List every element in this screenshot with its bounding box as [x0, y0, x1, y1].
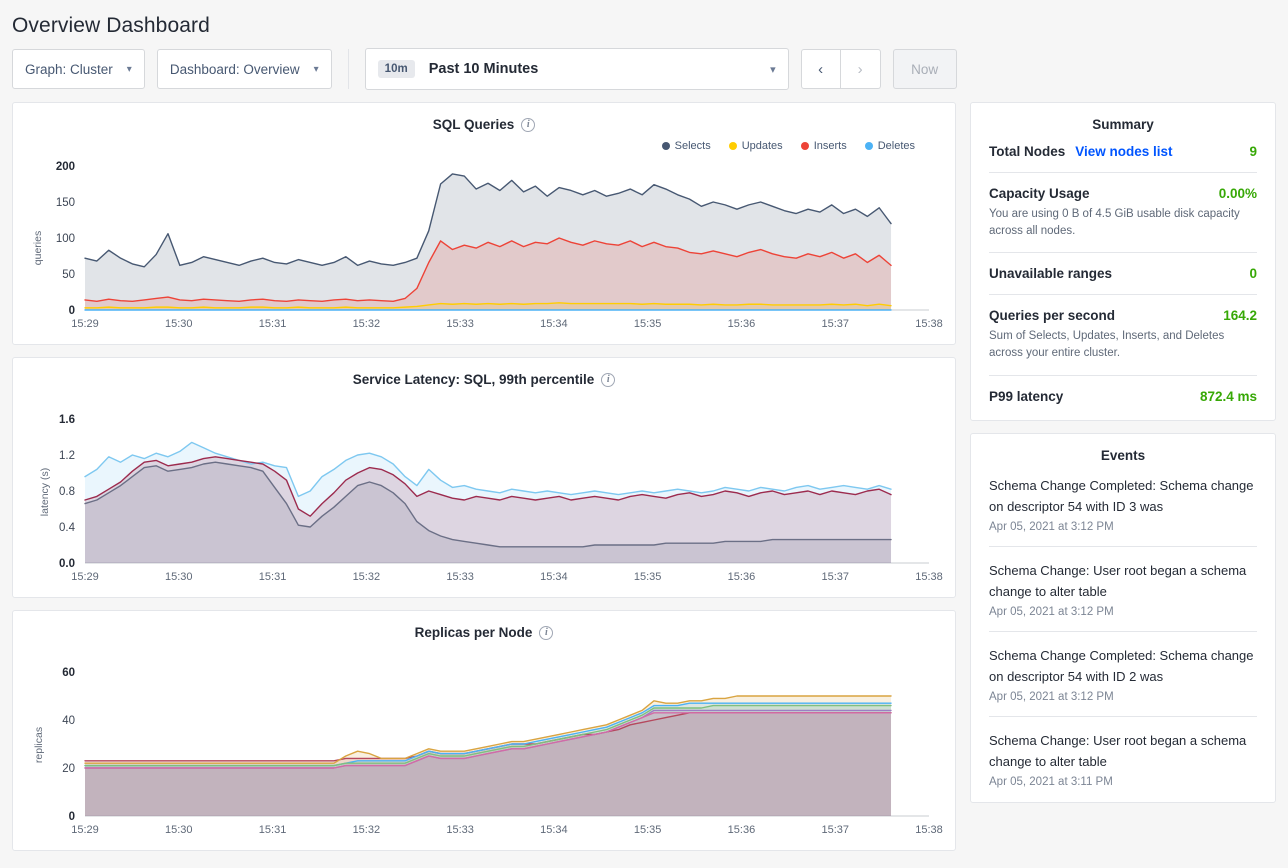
- dashboard-select-label: Dashboard: Overview: [169, 61, 300, 77]
- time-range-badge: 10m: [378, 60, 415, 78]
- legend-item-inserts[interactable]: Inserts: [801, 140, 847, 152]
- svg-text:200: 200: [55, 161, 75, 173]
- legend-swatch-icon: [662, 142, 670, 150]
- svg-text:15:30: 15:30: [165, 824, 193, 836]
- svg-text:15:35: 15:35: [633, 318, 662, 330]
- charts-column: [12, 102, 956, 863]
- svg-text:15:31: 15:31: [258, 824, 287, 836]
- svg-text:60: 60: [62, 667, 75, 679]
- svg-text:0: 0: [68, 305, 75, 317]
- chevron-down-icon: ▾: [126, 63, 132, 75]
- summary-label: P99 latency: [989, 388, 1064, 404]
- svg-text:1.2: 1.2: [59, 450, 75, 462]
- legend-item-selects[interactable]: Selects: [662, 140, 711, 152]
- info-icon[interactable]: i: [601, 373, 615, 387]
- time-nav-group: [801, 49, 881, 89]
- event-text: Schema Change: User root began a schema change to alter table: [989, 732, 1247, 770]
- event-timestamp: Apr 05, 2021 at 3:12 PM: [989, 690, 1114, 703]
- svg-text:15:38: 15:38: [915, 318, 943, 330]
- event-text: Schema Change Completed: Schema change on descriptor 54 with ID 3 was: [989, 477, 1254, 514]
- svg-text:15:35: 15:35: [633, 824, 662, 836]
- svg-text:15:34: 15:34: [540, 318, 568, 330]
- chart-legend-sql-queries: [13, 132, 955, 152]
- chart-card-sql-queries: [12, 102, 956, 345]
- svg-text:150: 150: [55, 197, 75, 209]
- divider: [989, 546, 1257, 547]
- summary-description: Sum of Selects, Updates, Inserts, and Deletes across your entire cluster.: [989, 330, 1225, 360]
- svg-text:15:37: 15:37: [821, 571, 849, 583]
- chart-card-service-latency: [12, 357, 956, 598]
- summary-description: You are using 0 B of 4.5 GiB usable disk capacity across all nodes.: [989, 208, 1240, 237]
- svg-text:0.8: 0.8: [59, 486, 75, 498]
- svg-text:15:31: 15:31: [258, 571, 287, 583]
- svg-text:15:29: 15:29: [71, 571, 99, 583]
- legend-swatch-icon: [865, 142, 873, 150]
- divider: [989, 172, 1257, 173]
- graph-select-label: Graph: Cluster: [25, 61, 113, 77]
- graph-select[interactable]: [12, 49, 145, 89]
- chevron-down-icon: ▾: [313, 63, 319, 75]
- divider: [989, 631, 1257, 632]
- svg-text:15:29: 15:29: [71, 318, 99, 330]
- summary-label: Capacity Usage: [989, 186, 1090, 201]
- svg-text:15:36: 15:36: [727, 824, 756, 836]
- svg-text:15:37: 15:37: [821, 824, 849, 836]
- svg-text:15:33: 15:33: [446, 824, 474, 836]
- summary-label: Unavailable ranges: [989, 266, 1113, 282]
- legend-swatch-icon: [801, 142, 809, 150]
- legend-item-updates[interactable]: Updates: [729, 140, 783, 152]
- svg-text:0.4: 0.4: [59, 522, 75, 534]
- chart-svg-sql-queries: [23, 156, 947, 336]
- events-panel: [970, 433, 1276, 803]
- svg-text:15:32: 15:32: [352, 571, 381, 583]
- summary-panel: [970, 102, 1276, 421]
- toolbar-divider: [348, 49, 349, 89]
- svg-text:15:32: 15:32: [352, 318, 381, 330]
- svg-text:15:37: 15:37: [821, 318, 849, 330]
- chart-ylabel-service-latency: latency (s): [39, 467, 52, 517]
- chart-title-service-latency: Service Latency: SQL, 99th percentile i: [13, 358, 955, 387]
- svg-text:15:34: 15:34: [540, 571, 568, 583]
- info-icon[interactable]: i: [521, 118, 535, 132]
- svg-text:15:32: 15:32: [352, 824, 381, 836]
- svg-text:15:38: 15:38: [915, 571, 943, 583]
- divider: [989, 375, 1257, 376]
- legend-item-deletes[interactable]: Deletes: [865, 140, 915, 152]
- summary-value: 9: [1249, 144, 1257, 159]
- summary-value: 0.00%: [1218, 186, 1257, 201]
- svg-text:1.6: 1.6: [59, 414, 75, 426]
- previous-range-button[interactable]: ‹: [801, 49, 841, 89]
- svg-text:15:34: 15:34: [540, 824, 568, 836]
- summary-row-queries-per-second: [971, 308, 1275, 361]
- chevron-down-icon: ▾: [770, 63, 776, 76]
- summary-value: 0: [1249, 266, 1257, 282]
- chart-svg-service-latency: [23, 409, 947, 589]
- summary-title: Summary: [1092, 117, 1154, 132]
- svg-text:15:31: 15:31: [258, 318, 287, 330]
- summary-row-p99-latency: [971, 389, 1275, 420]
- svg-text:15:30: 15:30: [165, 318, 193, 330]
- divider: [989, 252, 1257, 253]
- summary-row-total-nodes: [971, 144, 1275, 159]
- chart-plot-sql-queries: [13, 152, 955, 344]
- sidebar-column: [970, 102, 1276, 815]
- svg-text:15:35: 15:35: [633, 571, 662, 583]
- event-timestamp: Apr 05, 2021 at 3:12 PM: [989, 605, 1114, 618]
- chart-ylabel-sql-queries: queries: [32, 230, 45, 266]
- summary-value: 164.2: [1223, 308, 1257, 324]
- chart-title-sql-queries: SQL Queries i: [13, 103, 955, 132]
- chart-card-replicas-per-node: [12, 610, 956, 851]
- svg-text:15:30: 15:30: [165, 571, 193, 583]
- svg-text:15:38: 15:38: [915, 824, 943, 836]
- page-title: Overview Dashboard: [12, 14, 210, 37]
- svg-text:15:33: 15:33: [446, 571, 474, 583]
- svg-text:15:36: 15:36: [727, 571, 756, 583]
- next-range-button[interactable]: ›: [841, 49, 881, 89]
- event-timestamp: Apr 05, 2021 at 3:11 PM: [989, 776, 1113, 789]
- divider: [989, 294, 1257, 295]
- now-button[interactable]: Now: [893, 49, 957, 89]
- svg-text:15:29: 15:29: [71, 824, 99, 836]
- dashboard-content: [0, 90, 1288, 863]
- chart-ylabel-replicas-per-node: replicas: [33, 726, 46, 764]
- dashboard-select[interactable]: [157, 49, 332, 89]
- event-timestamp: Apr 05, 2021 at 3:12 PM: [989, 520, 1114, 533]
- summary-label: Queries per second: [989, 308, 1116, 324]
- svg-text:15:36: 15:36: [727, 318, 756, 330]
- chart-title-replicas-per-node: Replicas per Node i: [13, 611, 955, 640]
- chart-plot-replicas-per-node: [13, 640, 955, 850]
- info-icon[interactable]: i: [539, 626, 553, 640]
- summary-row-unavailable-ranges: [971, 266, 1275, 281]
- time-range-label: Past 10 Minutes: [428, 61, 539, 77]
- event-text: Schema Change: User root began a schema change to alter table: [989, 562, 1247, 599]
- summary-label: Total Nodes: [989, 144, 1066, 159]
- summary-row-capacity-usage: [971, 186, 1275, 239]
- svg-text:100: 100: [55, 233, 75, 245]
- event-item[interactable]: [971, 730, 1275, 802]
- svg-text:15:33: 15:33: [446, 318, 474, 330]
- svg-text:20: 20: [62, 763, 75, 775]
- svg-text:0.0: 0.0: [59, 558, 75, 570]
- svg-text:40: 40: [62, 715, 75, 727]
- time-range-select[interactable]: [365, 48, 789, 90]
- view-nodes-list-link[interactable]: View nodes list: [1075, 144, 1173, 159]
- svg-text:0: 0: [68, 811, 75, 823]
- toolbar: [0, 38, 1288, 90]
- svg-text:50: 50: [62, 269, 75, 281]
- legend-swatch-icon: [729, 142, 737, 150]
- summary-value: 872.4 ms: [1199, 388, 1257, 404]
- event-item[interactable]: [971, 560, 1275, 618]
- chart-plot-service-latency: [13, 387, 955, 597]
- chart-svg-replicas-per-node: [23, 662, 947, 842]
- divider: [989, 716, 1257, 717]
- event-item[interactable]: [971, 475, 1275, 533]
- event-item[interactable]: [971, 645, 1275, 703]
- events-title: Events: [1100, 447, 1146, 463]
- event-text: Schema Change Completed: Schema change on descriptor 54 with ID 2 was: [989, 647, 1254, 684]
